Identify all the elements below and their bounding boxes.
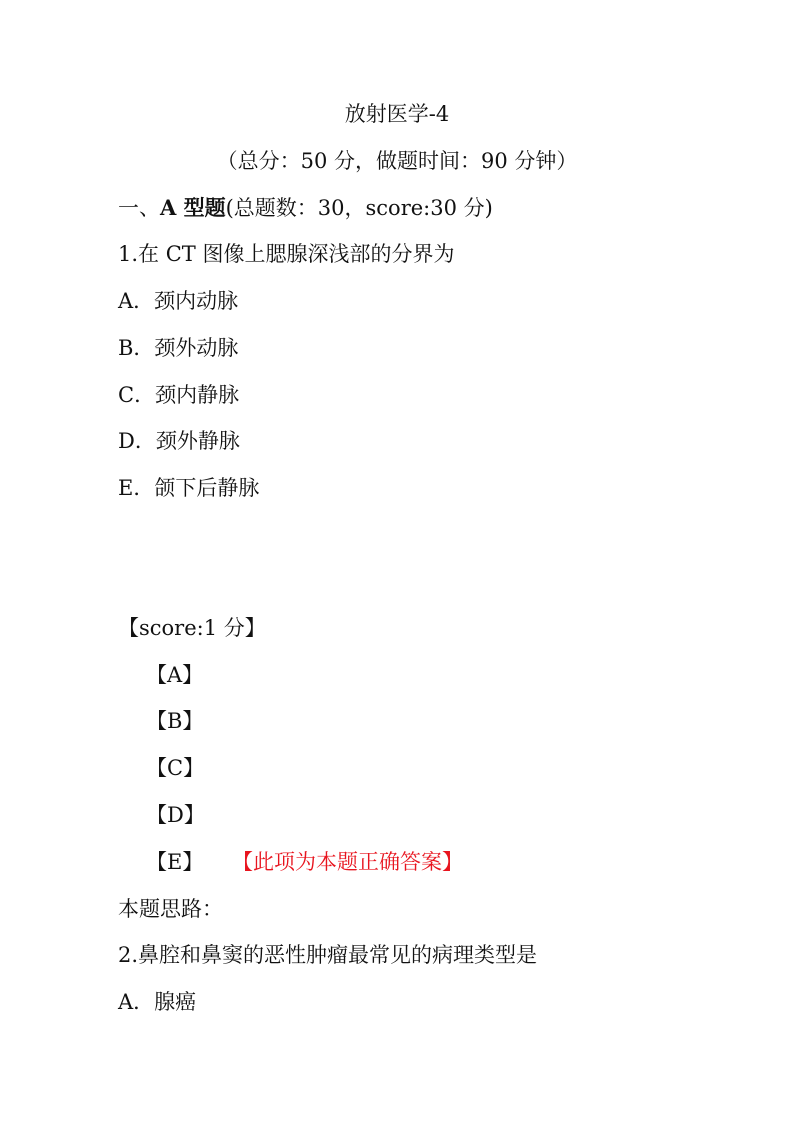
answer-mark-c: 【C】 — [146, 756, 205, 780]
question-1-stem: 1.在 CT 图像上腮腺深浅部的分界为 — [118, 242, 455, 266]
question-2-option-a: A．腺癌 — [118, 990, 197, 1014]
answer-mark-d: 【D】 — [146, 803, 205, 827]
answer-mark-a: 【A】 — [146, 663, 204, 687]
question-1-option-b: B．颈外动脉 — [118, 336, 239, 360]
question-1-analysis: 本题思路： — [118, 897, 223, 921]
question-2-stem: 2.鼻腔和鼻窦的恶性肿瘤最常见的病理类型是 — [118, 943, 538, 967]
page-title: 放射医学-4 — [344, 102, 450, 126]
section-heading — [118, 194, 493, 222]
question-1-option-e: E．颌下后静脉 — [118, 476, 260, 500]
section-info: (总题数：30，score:30 分) — [225, 196, 493, 220]
question-1-option-c: C．颈内静脉 — [118, 383, 240, 407]
section-name: A 型题 — [160, 195, 226, 220]
question-1-option-a: A．颈内动脉 — [118, 289, 239, 313]
correct-answer-note: 【此项为本题正确答案】 — [232, 850, 463, 874]
page-subtitle: （总分：50 分，做题时间：90 分钟） — [216, 149, 578, 173]
question-1-score: 【score:1 分】 — [118, 616, 266, 640]
section-prefix: 一、 — [118, 196, 160, 220]
answer-mark-b: 【B】 — [146, 709, 204, 733]
answer-mark-e: 【E】 — [146, 850, 204, 874]
question-1-option-d: D．颈外静脉 — [118, 429, 240, 453]
